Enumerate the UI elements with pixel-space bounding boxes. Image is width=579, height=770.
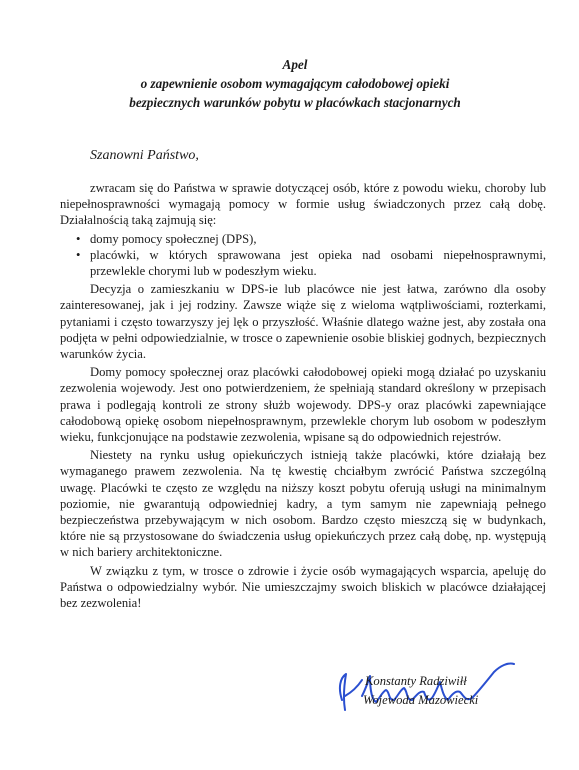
paragraph-unlicensed: Niestety na rynku usług opiekuńczych istnieją także placówki, które działają bez wymaganego prawem zezwolenia. Na tę kwestię chciałbym zwrócić Państwa szczególną uwagę. Placówki te często ze względu na niższy koszt pobytu oferują usługi na minimalnym poziomie, nie gwarantują odpowiedniej kadry, a tym samym nie zapewniają pełnego bezpieczeństwa przebywającym w nich osobom. Bardzo często mieszczą się w budynkach, które nie są przystosowane do świadczenia usług opiekuńczych przez całą dobę, np. występują w nich bariery architektoniczne. [60,448,546,560]
bullet-icon: • [76,247,81,262]
salutation: Szanowni Państwo, [90,148,199,163]
letter-heading [60,55,530,112]
bullet-icon: • [76,231,81,246]
paragraph-permits: Domy pomocy społecznej oraz placówki całodobowej opieki mogą działać po uzyskaniu zezwolenia wojewody. Jest ono potwierdzeniem, że spełniają standard określony w przepisach prawa i podlegają kontroli ze strony służb wojewody. DPS-y oraz placówki zapewniające całodobową opiekę osobom niepełnosprawnym, przewlekle chorym lub osobom w podeszłym wieku, funkcjonujące na podstawie zezwolenia, wpisane są do odpowiednich rejestrów. [60,365,546,445]
heading-title: Apel [282,57,308,72]
paragraph-appeal: W związku z tym, w trosce o zdrowie i życie osób wymagających wsparcia, apeluję do Państwa o odpowiedzialny wybór. Nie umieszczajmy swoich bliskich w placówce działającej bez zezwolenia! [60,563,546,611]
heading-line-2: o zapewnienie osobom wymagającym całodobowej opieki [140,76,450,91]
list-item-text: placówki, w których sprawowana jest opieka nad osobami niepełnosprawnymi, przewlekle chorymi lub w podeszłym wieku. [90,247,546,279]
heading-line-3: bezpiecznych warunków pobytu w placówkach stacjonarnych [129,95,461,110]
list-item [60,231,546,247]
paragraph-decision: Decyzja o zamieszkaniu w DPS-ie lub placówce nie jest łatwa, zarówno dla osoby zainteresowanej, jak i jej rodziny. Zawsze wiąże się z wieloma wątpliwościami, rozterkami, pytaniami i często towarzyszy jej lęk o przyszłość. Właśnie dlatego ważne jest, aby została ona podjęta w pełni odpowiedzialnie, w trosce o zapewnienie osobie bliskiej godnych, bezpiecznych warunków życia. [60,282,546,362]
paragraph-intro: zwracam się do Państwa w sprawie dotyczącej osób, które z powodu wieku, choroby lub niepełnosprawności wymagają pomocy w formie usług świadczonych przez całą dobę. Działalnością taką zajmują się: [60,181,546,228]
signature-block [365,672,478,710]
list-item [60,247,546,279]
institution-list [60,231,546,280]
letter-body [60,180,546,613]
signatory-role: Wojewoda Mazowiecki [363,693,479,707]
list-item-text: domy pomocy społecznej (DPS), [90,231,257,246]
signatory-name: Konstanty Radziwiłł [365,674,467,688]
